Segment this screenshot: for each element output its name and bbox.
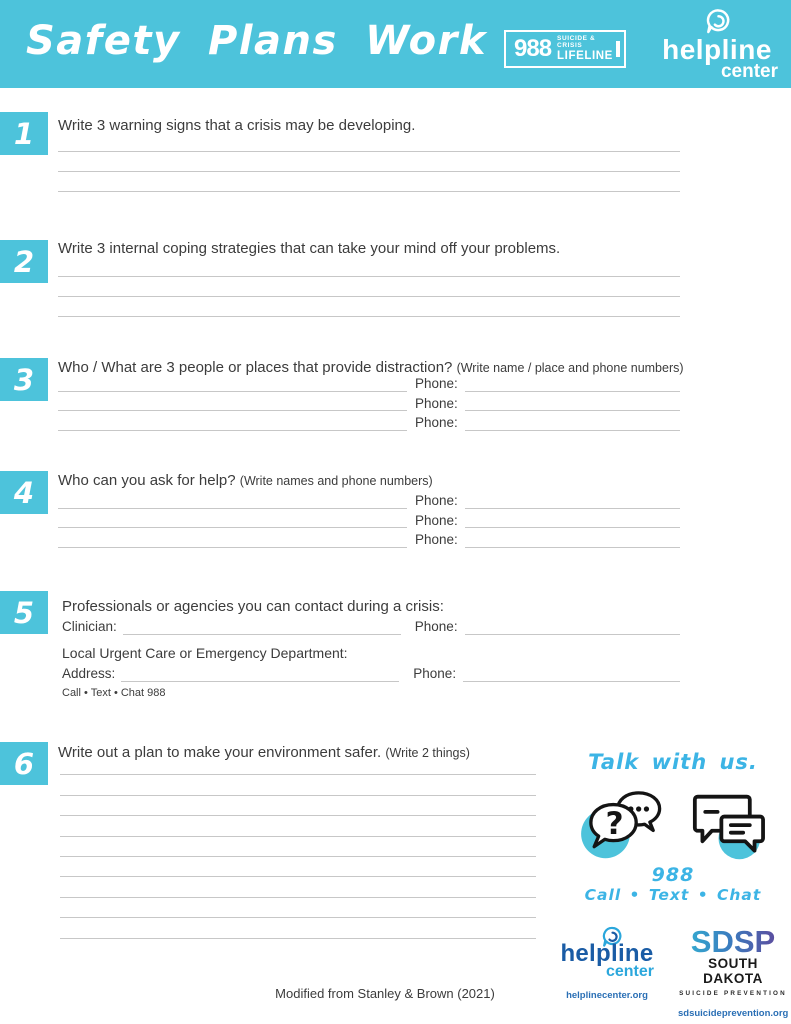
phone-rows [58,490,680,548]
section-question: Who can you ask for help? (Write names and phone numbers) [58,472,433,489]
section-number-badge: 1 [0,112,48,155]
question-bubble-icon [578,788,672,866]
section-question: Write 3 internal coping strategies that can take your mind off your problems. [58,240,561,257]
phone-line [465,509,680,528]
phone-row [58,373,680,392]
badge-text: SUICIDE & CRISIS LIFELINE [557,35,613,62]
phone-line [465,411,680,430]
phone-row [58,490,680,509]
logo-word-center: center [720,61,778,82]
helpline-center-logo [648,8,786,84]
speech-bubble-icon [706,8,731,35]
clinician-line [123,615,401,635]
svg-text:?: ? [605,805,624,842]
sdsp-logo [678,926,788,1019]
writing-line [60,857,536,877]
source-credit: Modified from Stanley & Brown (2021) [275,986,495,1001]
section-number-badge: 3 [0,358,48,401]
writing-line [58,172,680,192]
phone-row [58,411,680,430]
writing-line [60,898,536,918]
contact-988-number: 988 [651,864,695,886]
writing-lines [58,257,680,317]
name-line [58,509,407,528]
clinician-label: Clinician: [62,619,117,635]
writing-line [58,257,680,277]
section-number-badge: 2 [0,240,48,283]
logo-word-helpline: helpline [560,940,654,967]
writing-line [60,755,536,775]
phone-line [465,528,680,547]
writing-line [58,152,680,172]
writing-line [58,132,680,152]
writing-line [58,277,680,297]
section-question: Write 3 warning signs that a crisis may be developing. [58,117,416,134]
phone-row [58,392,680,411]
badge-bar [616,41,620,57]
writing-line [60,775,536,795]
name-line [58,392,407,411]
phone-row [58,528,680,547]
talk-with-us-heading: Talk with us. [588,750,758,774]
writing-line [60,877,536,897]
section-number-badge: 6 [0,742,48,785]
sdsp-state: SOUTH DAKOTA [703,956,763,986]
phone-label: Phone: [415,414,458,430]
sdsp-subtitle: SUICIDE PREVENTION [679,989,787,997]
address-line [121,662,399,682]
logo-word-helpline: helpline [662,34,772,65]
phone-row [58,509,680,528]
address-label: Address: [62,666,116,682]
section-number-badge: 5 [0,591,48,634]
phone-rows [58,373,680,431]
name-line [58,373,407,392]
phone-line [465,490,680,509]
section-question: Write out a plan to make your environment safer. (Write 2 things) [58,744,470,761]
lifeline-988-badge [504,30,626,68]
phone-line [465,392,680,411]
writing-lines [58,132,680,192]
name-line [58,411,407,430]
writing-line [60,837,536,857]
section-question: Who / What are 3 people or places that provide distraction? (Write name / place and phone numbers) [58,359,684,376]
helpline-url: helplinecenter.org [566,990,648,1001]
contact-methods: Call • Text • Chat [584,886,762,904]
page-title: Safety Plans Work [26,18,487,64]
call-text-chat-note: Call • Text • Chat 988 [62,687,166,699]
phone-label: Phone: [415,395,458,411]
question-hint: (Write 2 things) [385,746,470,760]
section-number-badge: 4 [0,471,48,514]
logo-word-center: center [605,963,654,980]
sdsp-url: sdsuicideprevention.org [678,1007,789,1019]
urgent-care-label: Local Urgent Care or Emergency Department: [62,645,348,661]
writing-line [60,796,536,816]
phone-label: Phone: [415,531,458,547]
clinician-row [62,615,680,635]
section-question: Professionals or agencies you can contact during a crisis: [62,598,444,615]
phone-line [465,615,680,635]
badge-988-number: 988 [514,35,552,62]
question-hint: (Write name / place and phone numbers) [456,361,684,375]
writing-lines [60,755,536,939]
header-band [0,0,791,88]
phone-label: Phone: [413,666,457,682]
contact-icons [555,788,791,866]
name-line [58,490,407,509]
phone-label: Phone: [415,493,458,509]
chat-bubbles-icon [688,791,768,863]
name-line [58,528,407,547]
phone-label: Phone: [415,376,458,392]
phone-line [465,373,680,392]
footer-logos [553,926,791,1019]
phone-label: Phone: [414,619,458,635]
address-row [62,662,680,682]
phone-line [463,662,680,682]
sdsp-acronym: SDSP [690,924,776,959]
question-hint: (Write names and phone numbers) [239,474,433,488]
writing-line [60,816,536,836]
writing-line [60,918,536,938]
writing-line [58,297,680,317]
phone-label: Phone: [415,512,458,528]
